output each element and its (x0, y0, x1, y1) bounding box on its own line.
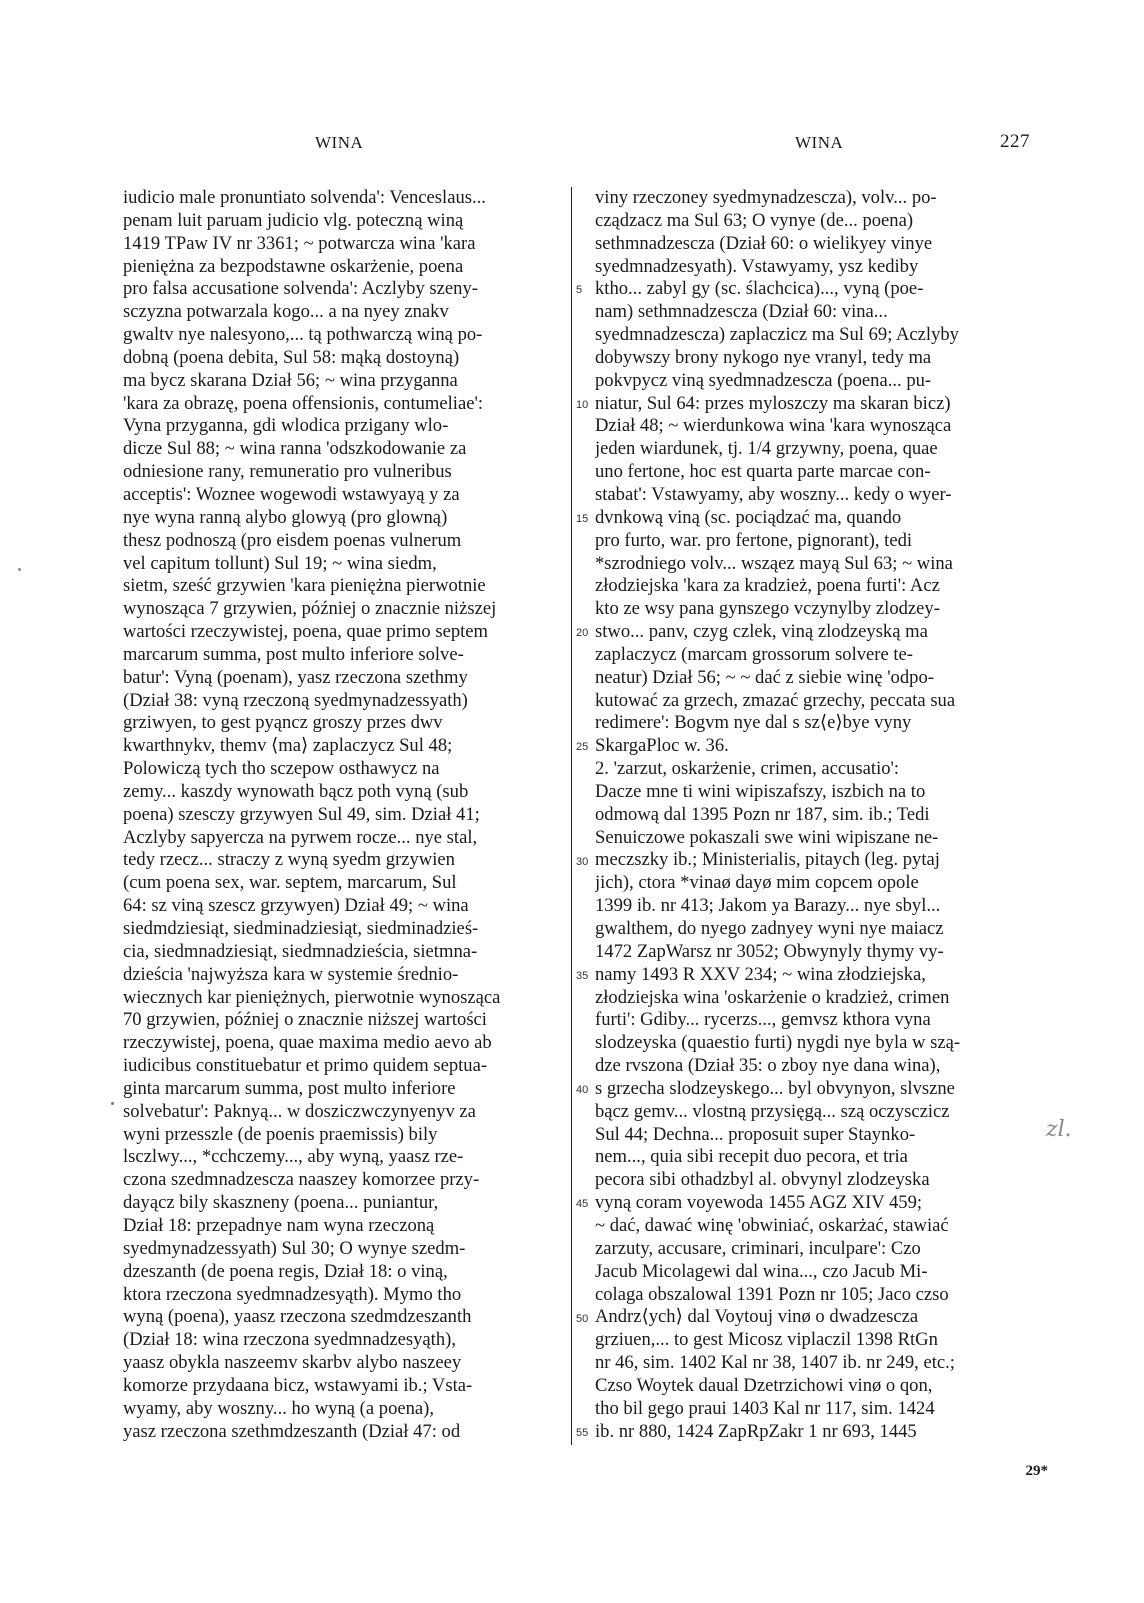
text-line: tedy rzecz... straczy z wyną syedm grzywien (123, 849, 455, 871)
text-line: ktora rzeczona syedmnadzesyąth). Mymo tho (123, 1283, 462, 1305)
text-line: poena) szesczy grzywyen Sul 49, sim. Dział 41; (123, 803, 480, 825)
text-line: gwalthem, do nyego zadnyey wyni nye maiacz (595, 918, 944, 939)
text-line: 2. 'zarzut, oskarżenie, crimen, accusatio': (595, 758, 900, 780)
text-line: SkargaPloc w. 36. (595, 735, 729, 757)
text-line: jich), ctora *vinaø dayø mim copcem opole (595, 872, 919, 894)
text-line: iudicibus constituebatur et primo quidem septua- (123, 1055, 488, 1077)
edge-speck (18, 568, 21, 571)
left-column (123, 187, 551, 1443)
text-line: sczyzna potwarzala kogo... a na nyey znakv (123, 301, 449, 323)
line-number: 45 (576, 1198, 589, 1211)
text-line: syedmnadzesyath). Vstawyamy, ysz kediby (595, 255, 919, 277)
text-line: dicze Sul 88; ~ wina ranna 'odszkodowanie za (123, 438, 467, 460)
text-line: Czso Woytek daual Dzetrzichowi vinø o qon, (595, 1374, 933, 1396)
column-rule (571, 187, 572, 1445)
text-line: nam) sethmnadzescza (Dział 60: vina... (595, 301, 888, 323)
text-line: vel capitum tollunt) Sul 19; ~ wina siedm, (123, 552, 437, 574)
text-line: wynosząca 7 grzywien, później o znacznie niższej (123, 598, 497, 620)
text-line: stwo... panv, czyg czlek, viną zlodzeyską ma (595, 621, 928, 643)
text-line: zaplaczycz (marcam grossorum solvere te- (595, 643, 914, 665)
text-line: syedmnadzescza) zaplaczicz ma Sul 69; Aczlyby (595, 324, 959, 346)
text-line: namy 1493 R XXV 234; ~ wina złodziejska, (595, 963, 926, 985)
text-line: dzeszanth (de poena regis, Dział 18: o viną, (123, 1260, 448, 1282)
text-line: pecora sibi othadzbyl al. obvynyl zlodzeyska (595, 1169, 930, 1191)
text-line: grziuen,... to gest Micosz viplaczil 1398 RtGn (595, 1329, 938, 1351)
text-line: ib. nr 880, 1424 ZapRpZakr 1 nr 693, 1445 (595, 1420, 917, 1442)
text-line: s grzecha slodzeyskego... byl obvynyon, slvszne (595, 1077, 955, 1099)
margin-note: zl. (1046, 1117, 1072, 1142)
text-line: Aczlyby sapyercza na pyrwem rocze... nye stal, (123, 826, 478, 848)
text-line: Polowiczą tych tho sczepow osthawycz na (123, 758, 440, 780)
text-line: dobywszy brony nykogo nye vranyl, tedy ma (595, 346, 932, 368)
text-line: uno fertone, hoc est quarta parte marcae con- (595, 461, 931, 483)
text-line: redimere': Bogvm nye dal s sz⟨e⟩bye vyny (595, 712, 912, 734)
line-number: 40 (576, 1084, 589, 1097)
text-line: yasz rzeczona szethmdzeszanth (Dział 47: od (123, 1420, 461, 1442)
text-line: Dział 48; ~ wierdunkowa wina 'kara wynosząca (595, 415, 952, 437)
text-line: marcarum summa, post multo inferiore solve- (123, 643, 464, 665)
text-line: kwarthnykv, themv ⟨ma⟩ zaplaczycz Sul 48; (123, 735, 453, 757)
text-line: (Dział 18: wina rzeczona syedmnadzesyąth), (123, 1329, 456, 1351)
text-line: dze rvszona (Dział 35: o zboy nye dana wina), (595, 1055, 941, 1077)
text-line: neatur) Dział 56; ~ ~ dać z siebie winę 'odpo- (595, 666, 934, 688)
text-line: pokvpycz viną syedmnadzescza (poena... pu- (595, 369, 932, 391)
line-number: 30 (576, 855, 589, 868)
text-line: pieniężna za bezpodstawne oskarżenie, poena (123, 255, 464, 277)
text-line: tho bil gego praui 1403 Kal nr 117, sim. 1424 (595, 1397, 935, 1419)
text-line: wiecznych kar pieniężnych, pierwotnie wynosząca (123, 986, 501, 1008)
text-line: ma bycz skarana Dział 56; ~ wina przyganna (123, 369, 458, 391)
text-line: pro furto, war. pro fertone, pignorant), tedi (595, 529, 913, 551)
text-line: złodziejska 'kara za kradzież, poena furti': Acz (595, 575, 940, 597)
text-line: slodzeyska (quaestio furti) nygdi nye byla w szą- (595, 1032, 961, 1054)
line-number: 5 (576, 284, 583, 297)
running-head-right: WINA (795, 133, 844, 152)
text-line: viny rzeczoney syedmynadzescza), volv... po- (595, 187, 937, 208)
text-line: komorze przydaana bicz, wstawyami ib.; Vsta- (123, 1374, 473, 1396)
text-line: syedmynadzessyath) Sul 30; O wynye szedm- (123, 1237, 466, 1259)
text-line: dayącz bily skaszneny (poena... puniantur, (123, 1192, 439, 1214)
text-line: czona szedmnadzescza naaszey komorzee przy- (123, 1169, 480, 1191)
text-line: colaga obszalowal 1391 Pozn nr 105; Jaco czso (595, 1283, 949, 1305)
text-line: ktho... zabyl gy (sc. ślachcica)..., vyną (poe- (595, 278, 924, 300)
running-head-left: WINA (315, 133, 364, 152)
text-line: wartości rzeczywistej, poena, quae primo septem (123, 621, 489, 643)
text-line: penam luit paruam judicio vlg. poteczną winą (123, 209, 464, 231)
text-line: thesz podnoszą (pro eisdem poenas vulnerum (123, 529, 462, 551)
text-line: odniesione rany, remuneratio pro vulneribus (123, 461, 452, 483)
text-line: odmową dal 1395 Pozn nr 187, sim. ib.; Tedi (595, 803, 930, 825)
line-number: 55 (576, 1426, 589, 1439)
text-line: jeden wiardunek, tj. 1/4 grzywny, poena, quae (595, 438, 938, 460)
text-line: iudicio male pronuntiato solvenda': Venceslaus... (123, 187, 486, 208)
text-line: cia, siedmnadziesiąt, siedmnadzieścia, sietmna- (123, 940, 478, 962)
text-line: lsczlwy..., *cchczemy..., aby wyną, yaasz rze- (123, 1146, 464, 1168)
text-line: pro falsa accusatione solvenda': Aczlyby szeny- (123, 278, 478, 300)
text-line: nem..., quia sibi recepit duo pecora, et tria (595, 1146, 908, 1168)
text-line: nr 46, sim. 1402 Kal nr 38, 1407 ib. nr 249, etc.; (595, 1352, 955, 1374)
text-line: Dział 18: przepadnye nam wyna rzeczoną (123, 1214, 435, 1236)
text-line: Senuiczowe pokaszali swe wini wipiszane ne- (595, 826, 939, 848)
text-line: 'kara za obrazę, poena offensionis, contumeliae': (123, 392, 483, 414)
text-line: niatur, Sul 64: przes myloszczy ma skaran bicz) (595, 392, 951, 414)
text-line: zarzuty, accusare, criminari, inculpare': Czo (595, 1237, 921, 1259)
text-line: batur': Vyną (poenam), yasz rzeczona szethmy (123, 666, 468, 688)
line-number: 20 (576, 627, 589, 640)
text-line: Dacze mne ti wini wipiszafszy, iszbich na to (595, 780, 926, 802)
text-line: bącz gemv... vlostną przysięgą... szą oczysczicz (595, 1100, 950, 1122)
text-line: siedmdziesiąt, siedminadziesiąt, siedminadzieś- (123, 918, 479, 939)
text-line: (cum poena sex, war. septem, marcarum, Sul (123, 872, 457, 894)
text-line: sietm, sześć grzywien 'kara pieniężna pierwotnie (123, 575, 486, 597)
text-line: Andrz⟨ych⟩ dal Voytouj vinø o dwadzescza (595, 1306, 919, 1328)
text-line: 64: sz viną szescz grzywyen) Dział 49; ~ wina (123, 895, 469, 917)
text-line: dvnkową viną (sc. pociądzać ma, quando (595, 506, 902, 528)
text-line: grziwyen, to gest pyąncz groszy przes dwv (123, 712, 443, 734)
text-line: solvebatur': Paknyą... w dosziczwczynyenyv za (123, 1100, 476, 1122)
text-line: 1472 ZapWarsz nr 3052; Obwynyly thymy vy- (595, 940, 944, 962)
text-line: stabat': Vstawyamy, aby woszny... kedy o wyer- (595, 483, 952, 505)
text-line: (Dział 38: vyną rzeczoną syedmynadzessyath) (123, 689, 468, 711)
text-line: sethmnadzescza (Dział 60: o wielikyey vinye (595, 232, 933, 254)
text-line: gwaltv nye nalesyono,... tą pothwarczą winą po- (123, 324, 483, 346)
text-line: furti': Gdiby... rycerzs..., gemvsz kthora vyna (595, 1009, 931, 1031)
text-line: dobną (poena debita, Sul 58: mąką dostoyną) (123, 346, 460, 368)
line-number: 10 (576, 398, 589, 411)
text-line: kutować za grzech, zmazać grzechy, peccata sua (595, 689, 956, 711)
text-line: ~ dać, dawać winę 'obwiniać, oskarżać, stawiać (595, 1214, 949, 1236)
text-line: Jacub Micolagewi dal wina..., czo Jacub Mi- (595, 1260, 928, 1282)
signature-mark: 29* (1025, 1463, 1048, 1479)
text-line: rzeczywistej, poena, quae maxima medio aevo ab (123, 1032, 492, 1054)
text-line: vyną coram voyewoda 1455 AGZ XIV 459; (595, 1192, 923, 1214)
text-line: Sul 44; Dechna... proposuit super Staynko- (595, 1123, 916, 1145)
text-line: meczszky ib.; Ministerialis, pitaych (leg. pytaj (595, 849, 940, 871)
text-line: wyną (poena), yaasz rzeczona szedmdzeszanth (123, 1306, 472, 1328)
text-line: yaasz obykla naszeemv skarbv alybo naszeey (123, 1352, 462, 1374)
text-line: nye wyna ranną alybo glowyą (pro glowną) (123, 506, 448, 528)
text-line: cządzacz ma Sul 63; O vynye (de... poena) (595, 209, 914, 231)
text-line: wyamy, aby woszny... ho wyną (a poena), (123, 1397, 435, 1419)
text-line: kto ze wsy pana gynszego vczynylby zlodzey- (595, 598, 940, 620)
text-line: Vyna przyganna, gdi wlodica przigany wlo- (123, 415, 449, 437)
text-line: zemy... kaszdy wynowath bącz poth vyną (sub (123, 780, 469, 802)
text-line: wyni przesszle (de poenis praemissis) bily (123, 1123, 438, 1145)
edge-speck (111, 1102, 114, 1105)
text-line: *szrodniego volv... wsząez mayą Sul 63; ~ wina (595, 552, 953, 574)
line-number: 50 (576, 1312, 589, 1325)
text-line: 1419 TPaw IV nr 3361; ~ potwarcza wina 'kara (123, 232, 476, 254)
text-line: ginta marcarum summa, post multo inferiore (123, 1077, 456, 1099)
text-line: dzieścia 'najwyższa kara w systemie średnio- (123, 963, 459, 985)
right-column (595, 187, 1033, 1443)
text-line: 70 grzywien, później o znacznie niższej wartości (123, 1009, 487, 1031)
text-line: acceptis': Woznee wogewodi wstawyayą y za (123, 483, 460, 505)
line-number: 35 (576, 969, 589, 982)
line-number: 15 (576, 512, 589, 525)
page-number: 227 (1000, 131, 1030, 152)
line-number: 25 (576, 741, 589, 754)
text-line: złodziejska wina 'oskarżenie o kradzież, crimen (595, 986, 950, 1008)
text-line: 1399 ib. nr 413; Jakom ya Barazy... nye sbyl... (595, 895, 941, 917)
